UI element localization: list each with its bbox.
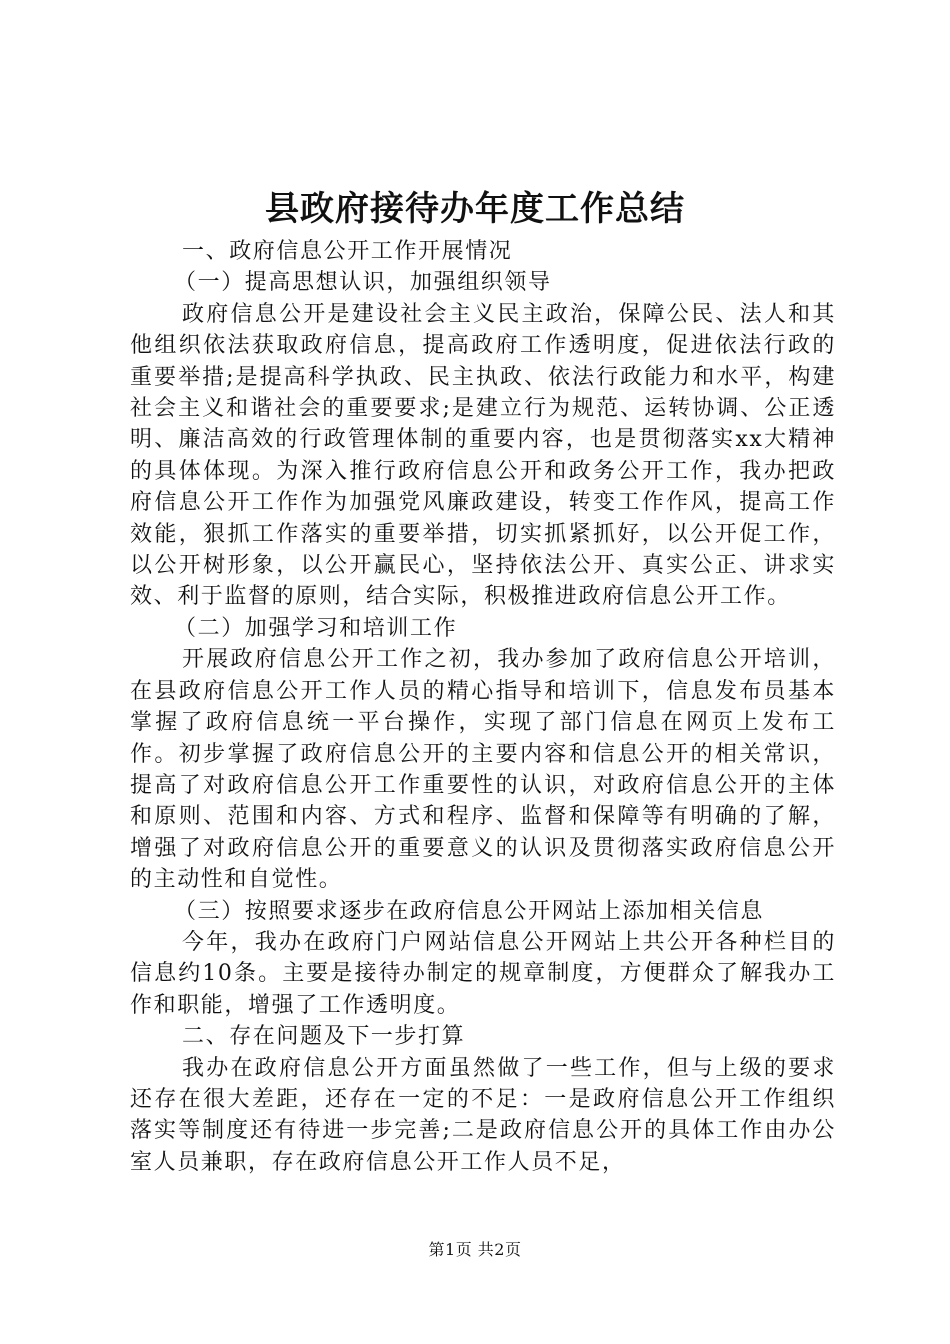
- document-body: [130, 236, 836, 1178]
- subsection-heading-2: （二）加强学习和培训工作: [174, 615, 458, 641]
- body-paragraph-4: 我办在政府信息公开方面虽然做了一些工作，但与上级的要求还存在很大差距，还存在一定的不足：一是政府信息公开工作组织落实等制度还有待进一步完善;二是政府信息公开的具体工作由办公室人员兼职，存在政府信息公开工作人员不足，: [130, 1055, 836, 1175]
- body-paragraph-1: 政府信息公开是建设社会主义民主政治，保障公民、法人和其他组织依法获取政府信息，提高政府工作透明度，促进依法行政的重要举措;是提高科学执政、民主执政、依法行政能力和水平，构建社会主义和谐社会的重要要求;是建立行为规范、运转协调、公正透明、廉洁高效的行政管理体制的重要内容，也是贯彻落实xx大精神的具体体现。为深入推行政府信息公开和政务公开工作，我办把政府信息公开工作作为加强党风廉政建设，转变工作作风，提高工作效能，狠抓工作落实的重要举措，切实抓紧抓好，以公开促工作，以公开树形象，以公开赢民心，坚持依法公开、真实公正、讲求实效、利于监督的原则，结合实际，积极推进政府信息公开工作。: [130, 301, 836, 610]
- document-title: 县政府接待办年度工作总结: [265, 189, 685, 229]
- section-heading-1: 一、政府信息公开工作开展情况: [182, 239, 513, 264]
- subsection-heading-3: （三）按照要求逐步在政府信息公开网站上添加相关信息: [174, 898, 765, 924]
- section-heading-2: 二、存在问题及下一步打算: [182, 1024, 466, 1050]
- subsection-heading-1: （一）提高思想认识，加强组织领导: [174, 270, 552, 296]
- body-paragraph-2: 开展政府信息公开工作之初，我办参加了政府信息公开培训，在县政府信息公开工作人员的精心指导和培训下，信息发布员基本掌握了政府信息统一平台操作，实现了部门信息在网页上发布工作。初步掌握了政府信息公开的主要内容和信息公开的相关常识，提高了对政府信息公开工作重要性的认识，对政府信息公开的主体和原则、范围和内容、方式和程序、监督和保障等有明确的了解，增强了对政府信息公开的重要意义的认识及贯彻落实政府信息公开的主动性和自觉性。: [130, 647, 836, 893]
- page-number-footer: 第1页 共2页: [428, 1240, 522, 1259]
- body-paragraph-3: 今年，我办在政府门户网站信息公开网站上共公开各种栏目的信息约10条。主要是接待办制定的规章制度，方便群众了解我办工作和职能，增强了工作透明度。: [130, 929, 836, 1018]
